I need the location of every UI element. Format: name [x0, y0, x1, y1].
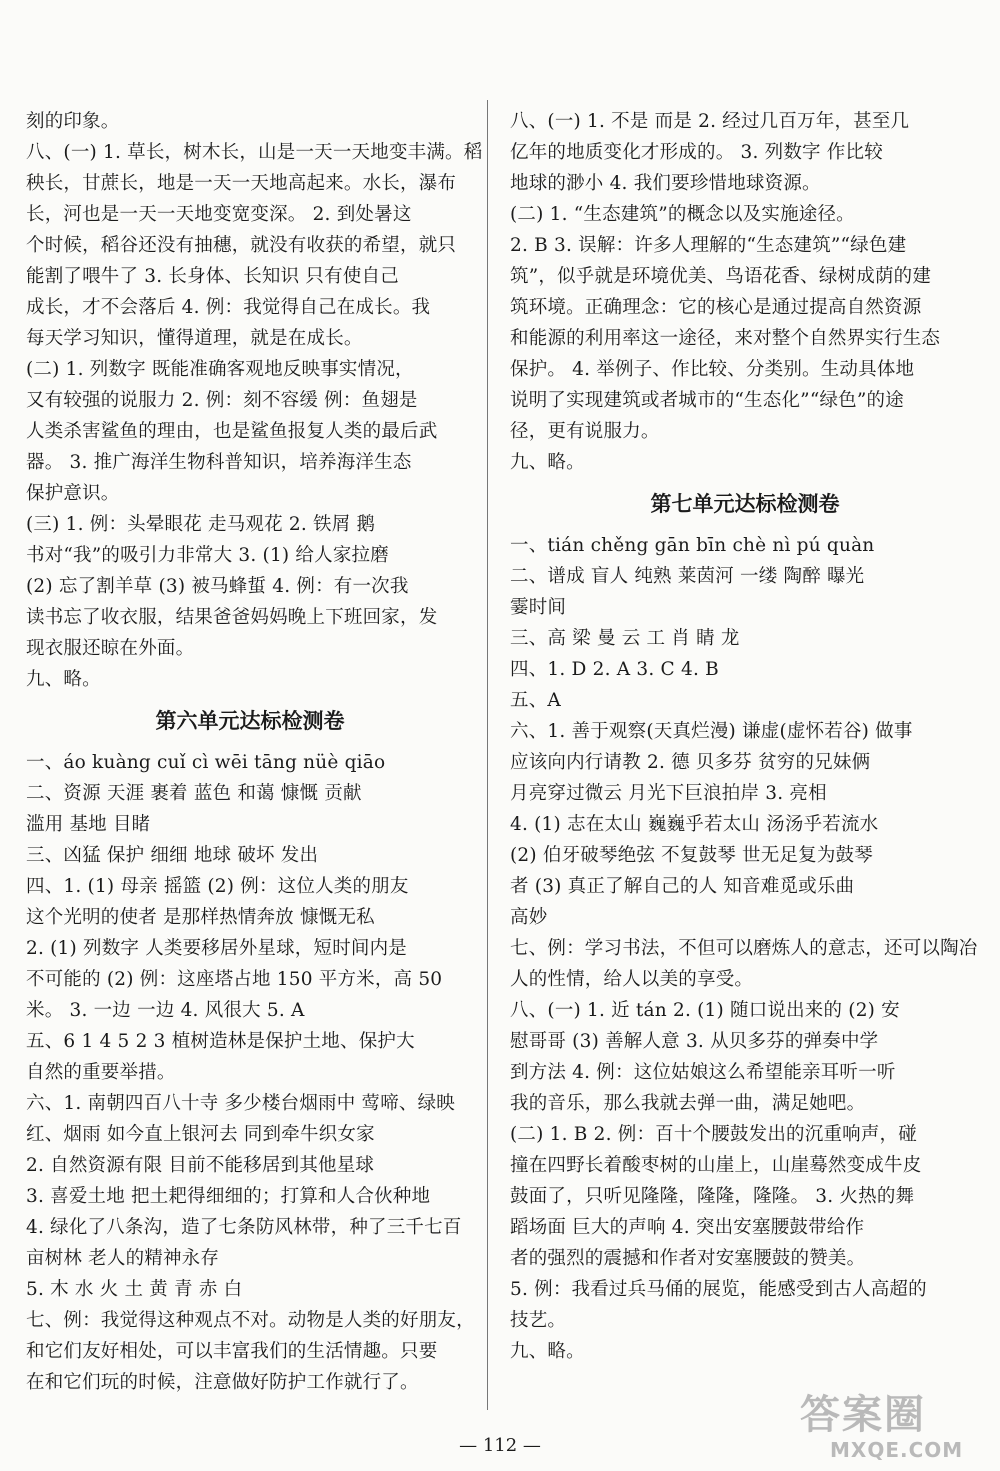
- answer-line: 九、略。: [510, 1341, 585, 1362]
- answer-line: 撞在四野长着酸枣树的山崖上，山崖蓦然变成牛皮: [510, 1155, 922, 1176]
- answer-line: 4. (1) 志在太山 巍巍乎若太山 汤汤乎若流水: [510, 814, 879, 835]
- answer-line: 五、A: [510, 690, 561, 711]
- answer-line: 器。 3. 推广海洋生物科普知识，培养海洋生态: [26, 452, 412, 473]
- answer-line: 和它们友好相处，可以丰富我们的生活情趣。只要: [26, 1341, 438, 1362]
- answer-line: 成长，才不会落后 4. 例：我觉得自己在成长。我: [26, 297, 431, 318]
- answer-line: 保护意识。: [26, 483, 120, 504]
- answer-line: 筑环境。正确理念：它的核心是通过提高自然资源: [510, 297, 922, 318]
- section-heading: 第六单元达标检测卷: [155, 708, 345, 733]
- answer-line: 个时候，稻谷还没有抽穗，就没有收获的希望，就只: [26, 235, 457, 256]
- answer-line: 筑”，似乎就是环境优美、鸟语花香、绿树成荫的建: [510, 266, 932, 287]
- answer-line: 这个光明的使者 是那样热情奔放 慷慨无私: [26, 907, 375, 928]
- answer-line: 慰哥哥 (3) 善解人意 3. 从贝多芬的弹奏中学: [510, 1031, 879, 1052]
- right-column: [510, 106, 980, 1367]
- answer-line: 自然的重要举措。: [26, 1062, 176, 1083]
- answer-line: 秧长，甘蔗长，地是一天一天地高起来。水长，瀑布: [26, 173, 457, 194]
- answer-line: 六、1. 善于观察(天真烂漫) 谦虚(虚怀若谷) 做事: [510, 721, 913, 742]
- answer-line: 读书忘了收衣服，结果爸爸妈妈晚上下班回家，发: [26, 607, 438, 628]
- answer-line: 又有较强的说服力 2. 例：刻不容缓 例：鱼翅是: [26, 390, 418, 411]
- answer-line: 现衣服还晾在外面。: [26, 638, 195, 659]
- answer-line: (二) 1. “生态建筑”的概念以及实施途径。: [510, 204, 855, 225]
- section-heading: 第七单元达标检测卷: [650, 491, 840, 516]
- answer-line: (2) 伯牙破琴绝弦 不复鼓琴 世无足复为鼓琴: [510, 845, 873, 866]
- answer-line: 七、例：我觉得这种观点不对。动物是人类的好朋友，: [26, 1310, 475, 1331]
- page-number: — 112 —: [459, 1435, 541, 1456]
- answer-line: 三、高 梁 曼 云 工 肖 睛 龙: [510, 628, 740, 649]
- answer-line: 蹈场面 巨大的声响 4. 突出安塞腰鼓带给作: [510, 1217, 865, 1238]
- answer-line: 霎时间: [510, 597, 567, 618]
- answer-line: 到方法 4. 例：这位姑娘这么希望能亲耳听一听: [510, 1062, 896, 1083]
- answer-line: 人的性情，给人以美的享受。: [510, 969, 754, 990]
- answer-line: 书对“我”的吸引力非常大 3. (1) 给人家拉磨: [26, 545, 389, 566]
- answer-line: 四、1. D 2. A 3. C 4. B: [510, 659, 719, 680]
- answer-line: 八、(一) 1. 草长，树木长，山是一天一天地变丰满。稻: [26, 142, 483, 163]
- answer-line: 鼓面了，只听见隆隆，隆隆，隆隆。 3. 火热的舞: [510, 1186, 915, 1207]
- answer-line: 每天学习知识，懂得道理，就是在成长。: [26, 328, 363, 349]
- answer-line: 能割了喂牛了 3. 长身体、长知识 只有使自己: [26, 266, 399, 287]
- answer-line: 地球的渺小 4. 我们要珍惜地球资源。: [510, 173, 821, 194]
- answer-line: 八、(一) 1. 近 tán 2. (1) 随口说出来的 (2) 安: [510, 1000, 900, 1021]
- answer-line: 一、áo kuàng cuǐ cì wēi tāng nüè qiāo: [26, 752, 386, 773]
- answer-line: 2. (1) 列数字 人类要移居外星球，短时间内是: [26, 938, 407, 959]
- answer-line: 一、tián chěng gān bīn chè nì pú quàn: [510, 535, 875, 556]
- answer-line: 技艺。: [510, 1310, 567, 1331]
- answer-line: 应该向内行请教 2. 德 贝多芬 贫穷的兄妹俩: [510, 752, 871, 773]
- answer-line: 2. B 3. 误解：许多人理解的“生态建筑”“绿色建: [510, 235, 907, 256]
- answer-line: 人类杀害鲨鱼的理由，也是鲨鱼报复人类的最后武: [26, 421, 438, 442]
- answer-line: 亩树林 老人的精神永存: [26, 1248, 220, 1269]
- answer-line: 3. 喜爱土地 把土耙得细细的；打算和人合伙种地: [26, 1186, 431, 1207]
- answer-line: 5. 木 水 火 土 黄 青 赤 白: [26, 1279, 243, 1300]
- answer-line: 二、资源 天涯 裹着 蓝色 和蔼 慷慨 贡献: [26, 783, 362, 804]
- answer-line: 刻的印象。: [26, 111, 120, 132]
- answer-line: 红、烟雨 如今直上银河去 同到牵牛织女家: [26, 1124, 375, 1145]
- answer-line: 月亮穿过微云 月光下巨浪拍岸 3. 亮相: [510, 783, 827, 804]
- answer-line: (2) 忘了割羊草 (3) 被马蜂蜇 4. 例：有一次我: [26, 576, 409, 597]
- answer-line: 三、凶猛 保护 细细 地球 破坏 发出: [26, 845, 319, 866]
- answer-line: (二) 1. 列数字 既能准确客观地反映事实情况，: [26, 359, 414, 380]
- answer-line: 九、略。: [26, 669, 101, 690]
- answer-line: 米。 3. 一边 一边 4. 风很大 5. A: [26, 1000, 305, 1021]
- answer-line: 保护。 4. 举例子、作比较、分类别。生动具体地: [510, 359, 915, 380]
- answer-line: 不可能的 (2) 例：这座塔占地 150 平方米，高 50: [26, 969, 443, 990]
- answer-line: 七、例：学习书法，不但可以磨炼人的意志，还可以陶冶: [510, 938, 978, 959]
- answer-line: (二) 1. B 2. 例：百十个腰鼓发出的沉重响声，碰: [510, 1124, 917, 1145]
- answer-line: 高妙: [510, 907, 548, 928]
- left-column: [26, 106, 483, 1398]
- watermark-main: 答案圈: [800, 1392, 926, 1438]
- answer-line: 六、1. 南朝四百八十寺 多少楼台烟雨中 莺啼、绿映: [26, 1093, 455, 1114]
- watermark-sub: MXQE.COM: [830, 1438, 964, 1462]
- answer-line: 九、略。: [510, 452, 585, 473]
- answer-line: 者的强烈的震撼和作者对安塞腰鼓的赞美。: [510, 1248, 866, 1269]
- answer-line: 四、1. (1) 母亲 摇篮 (2) 例：这位人类的朋友: [26, 876, 409, 897]
- answer-line: 长，河也是一天一天地变宽变深。 2. 到处暑这: [26, 204, 412, 225]
- answer-line: 亿年的地质变化才形成的。 3. 列数字 作比较: [510, 142, 883, 163]
- column-divider: [487, 100, 488, 1410]
- answer-line: 5. 例：我看过兵马俑的展览，能感受到古人高超的: [510, 1279, 927, 1300]
- answer-line: 二、谱成 盲人 纯熟 莱茵河 一缕 陶醉 曝光: [510, 566, 865, 587]
- answer-line: 者 (3) 真正了解自己的人 知音难觅或乐曲: [510, 876, 855, 897]
- watermark-logo: [800, 1392, 990, 1468]
- answer-line: 和能源的利用率这一途径，来对整个自然界实行生态: [510, 328, 941, 349]
- answer-line: 在和它们玩的时候，注意做好防护工作就行了。: [26, 1372, 419, 1393]
- answer-line: 滥用 基地 目睹: [26, 814, 151, 835]
- answer-line: 我的音乐，那么我就去弹一曲，满足她吧。: [510, 1093, 866, 1114]
- answer-line: 八、(一) 1. 不是 而是 2. 经过几百万年，甚至几: [510, 111, 910, 132]
- answer-line: (三) 1. 例：头晕眼花 走马观花 2. 铁屑 鹅: [26, 514, 376, 535]
- answer-line: 说明了实现建筑或者城市的“生态化”“绿色”的途: [510, 390, 904, 411]
- answer-line: 径，更有说服力。: [510, 421, 660, 442]
- answer-line: 4. 绿化了八条沟，造了七条防风林带，种了三千七百: [26, 1217, 462, 1238]
- answer-line: 2. 自然资源有限 目前不能移居到其他星球: [26, 1155, 375, 1176]
- answer-line: 五、6 1 4 5 2 3 植树造林是保护土地、保护大: [26, 1031, 415, 1052]
